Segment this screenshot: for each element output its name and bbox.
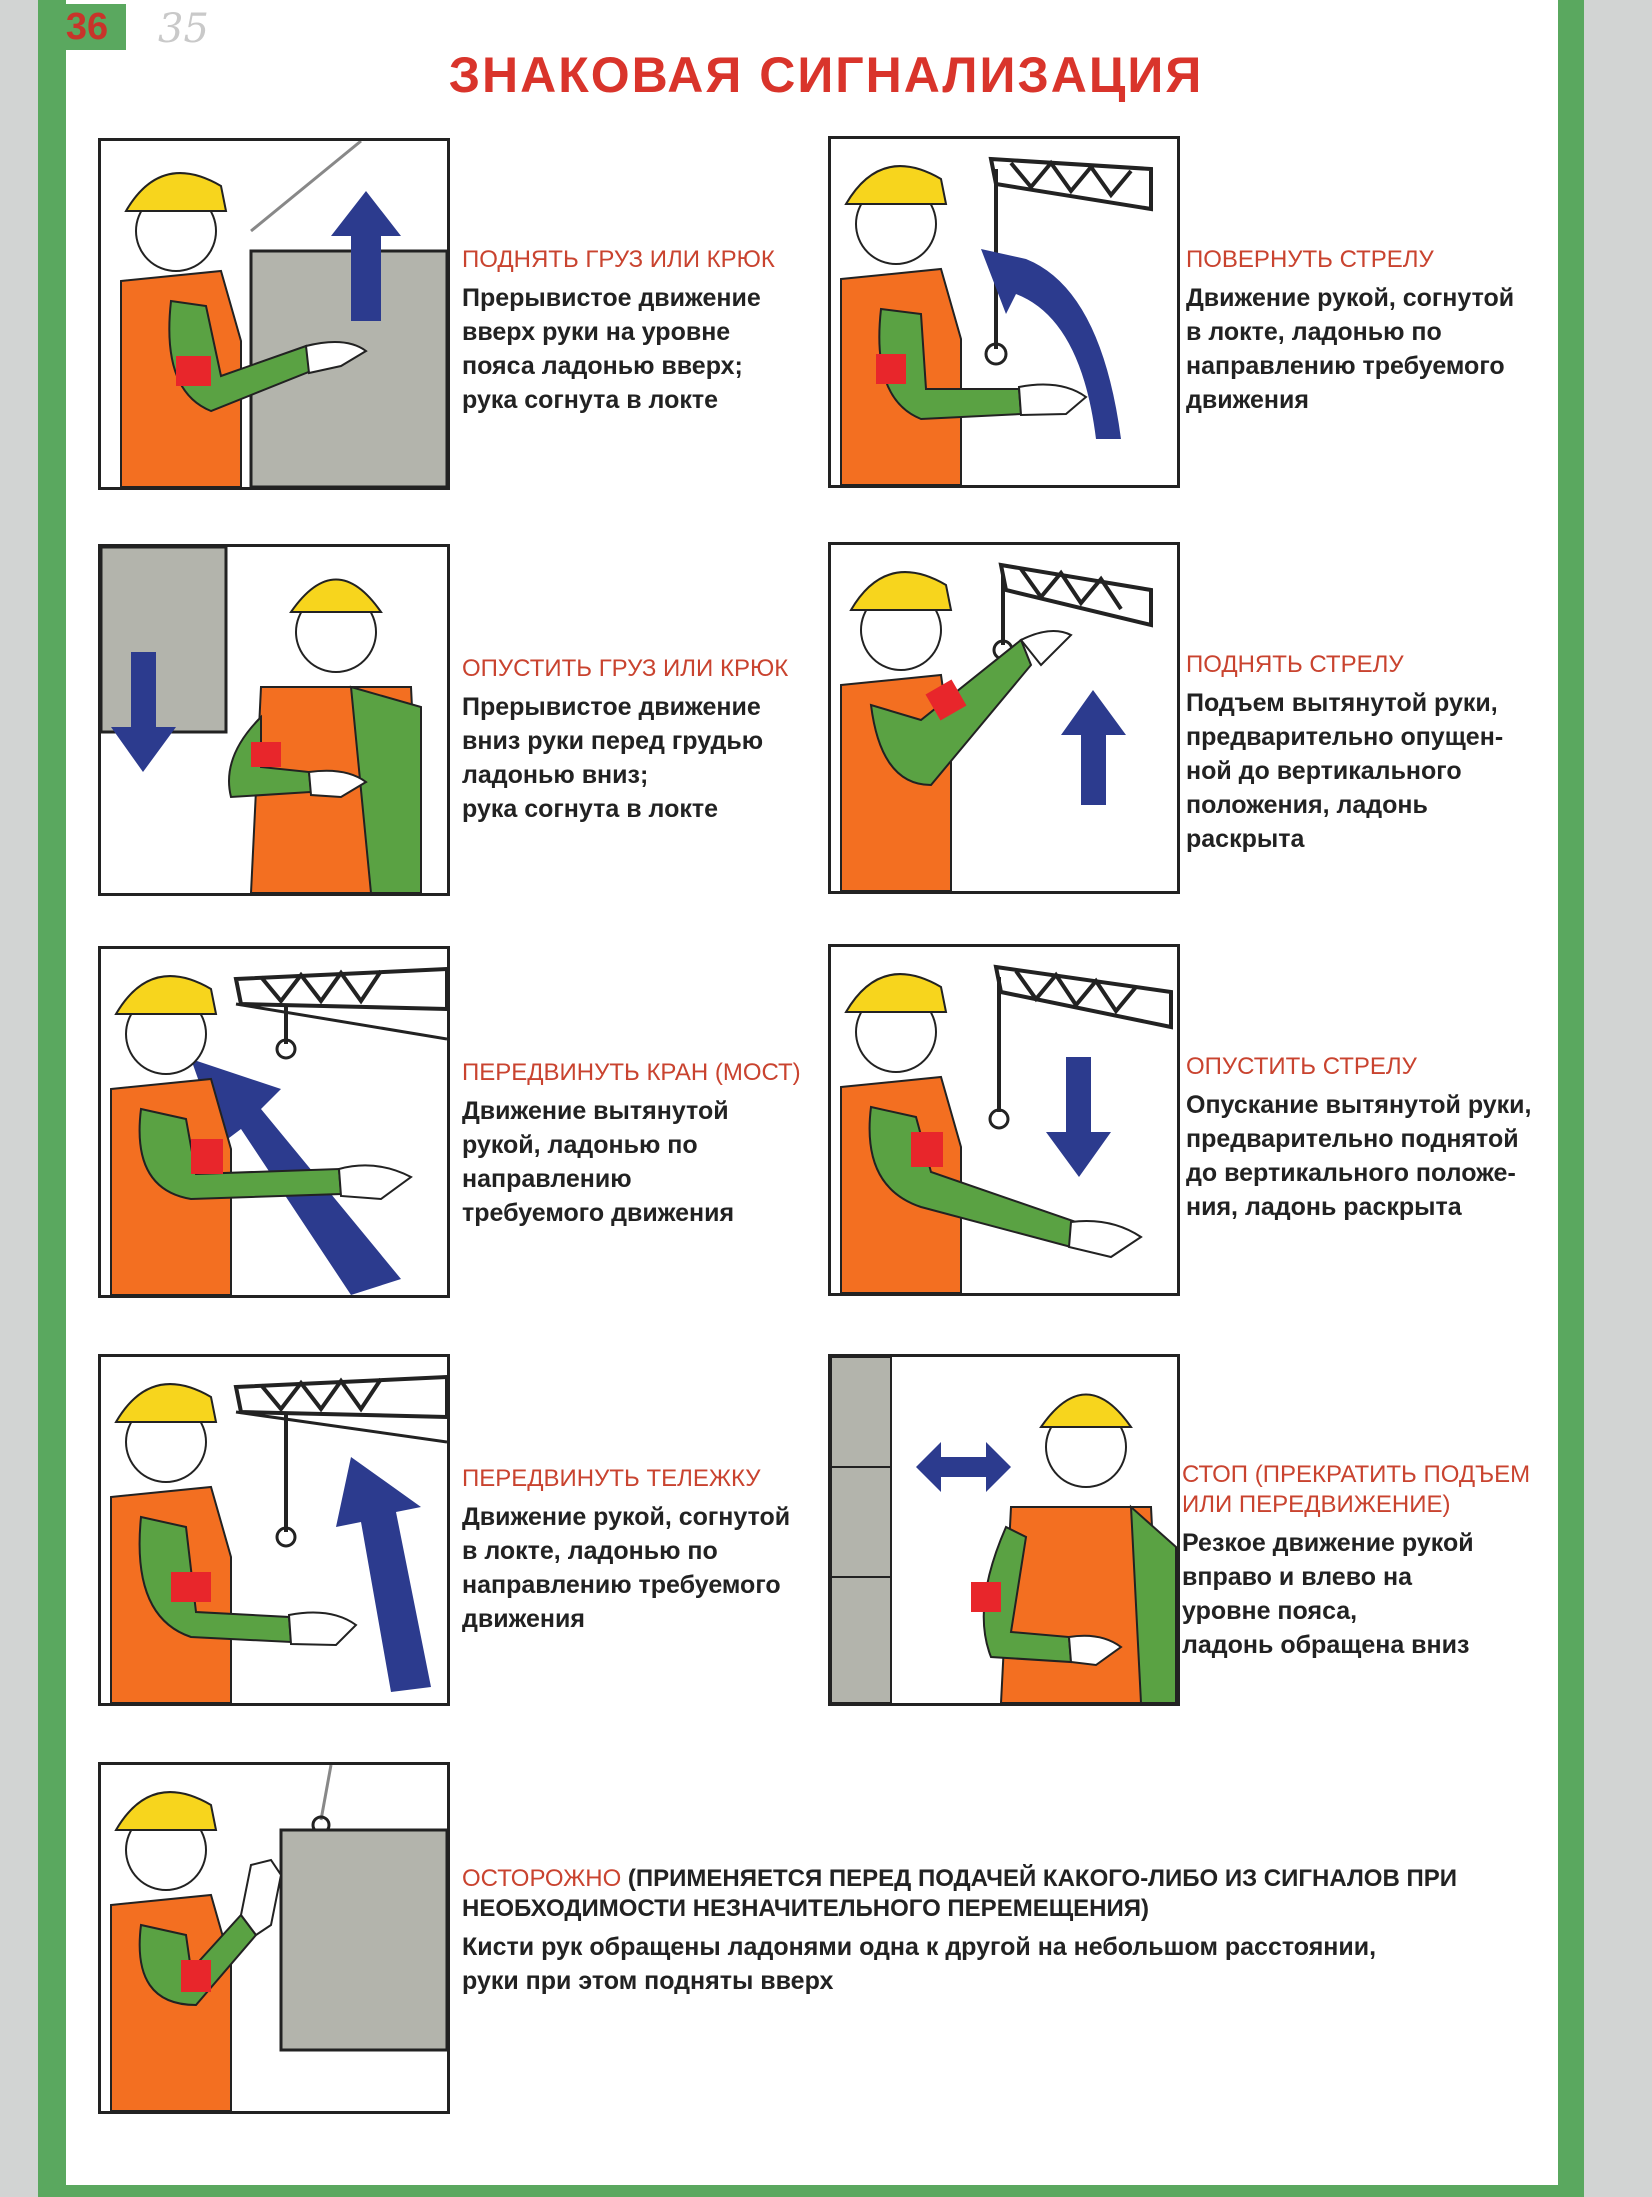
caution-heading-label: ОСТОРОЖНО <box>462 1865 622 1892</box>
signal-description: Прерывистое движение вниз руки перед грудью ладонью вниз; рука согнута в локте <box>462 693 764 823</box>
raise-load-illustration <box>98 138 450 490</box>
signal-description: Опускание вытянутой руки, предварительно поднятой до вертикального положе- ния, ладонь раскрыта <box>1186 1091 1532 1221</box>
signal-heading: ОПУСТИТЬ СТРЕЛУ <box>1186 1053 1417 1080</box>
signal-description: Движение вытянутой рукой, ладонью по направлению требуемого движения <box>462 1097 735 1227</box>
caution-illustration <box>98 1762 450 2114</box>
signal-description: Прерывистое движение вверх руки на уровне пояса ладонью вверх; рука согнута в локте <box>462 284 761 414</box>
stop-illustration <box>828 1354 1180 1706</box>
signal-move-crane <box>462 1058 822 1230</box>
signal-heading: ПОДНЯТЬ СТРЕЛУ <box>1186 651 1404 678</box>
signal-description: Резкое движение рукой вправо и влево на уровне пояса, ладонь обращена вниз <box>1182 1529 1474 1659</box>
signal-raise-boom <box>1186 650 1546 856</box>
page-title: ЗНАКОВАЯ СИГНАЛИЗАЦИЯ <box>448 47 1204 103</box>
signal-lower-boom <box>1186 1052 1546 1224</box>
signal-heading: ПЕРЕДВИНУТЬ ТЕЛЕЖКУ <box>462 1465 761 1492</box>
page-number: 36 <box>48 4 126 50</box>
signal-stop <box>1182 1460 1562 1662</box>
signal-caution <box>462 1864 1562 1998</box>
signal-move-trolley <box>462 1464 822 1636</box>
handwritten-note: 35 <box>158 6 209 52</box>
signal-heading: ОПУСТИТЬ ГРУЗ ИЛИ КРЮК <box>462 655 789 682</box>
caution-description: Кисти рук обращены ладонями одна к другой на небольшом расстоянии, руки при этом подняты вверх <box>462 1933 1377 1995</box>
move-trolley-illustration <box>98 1354 450 1706</box>
lower-load-illustration <box>98 544 450 896</box>
signal-description: Подъем вытянутой руки, предварительно опущен- ной до вертикального положения, ладонь раскрыта <box>1186 689 1504 853</box>
caution-heading-note: (ПРИМЕНЯЕТСЯ ПЕРЕД ПОДАЧЕЙ КАКОГО-ЛИБО ИЗ СИГНАЛОВ ПРИ НЕОБХОДИМОСТИ НЕЗНАЧИТЕЛЬНОГО ПЕРЕМЕЩЕНИЯ) <box>462 1865 1457 1922</box>
raise-boom-illustration <box>828 542 1180 894</box>
signal-heading: СТОП (ПРЕКРАТИТЬ ПОДЪЕМ ИЛИ ПЕРЕДВИЖЕНИЕ) <box>1182 1461 1531 1518</box>
signal-description: Движение рукой, согнутой в локте, ладонью по направлению требуемого движения <box>1186 284 1515 414</box>
move-crane-illustration <box>98 946 450 1298</box>
signal-heading: ПОВЕРНУТЬ СТРЕЛУ <box>1186 246 1434 273</box>
signal-heading: ПОДНЯТЬ ГРУЗ ИЛИ КРЮК <box>462 246 775 273</box>
signal-raise-load <box>462 245 822 417</box>
lower-boom-illustration <box>828 944 1180 1296</box>
caution-heading <box>462 1864 1562 1924</box>
signal-heading: ПЕРЕДВИНУТЬ КРАН (МОСТ) <box>462 1059 801 1086</box>
signal-rotate-boom <box>1186 245 1546 417</box>
rotate-boom-illustration <box>828 136 1180 488</box>
signal-lower-load <box>462 654 822 826</box>
signal-description: Движение рукой, согнутой в локте, ладонью по направлению требуемого движения <box>462 1503 791 1633</box>
